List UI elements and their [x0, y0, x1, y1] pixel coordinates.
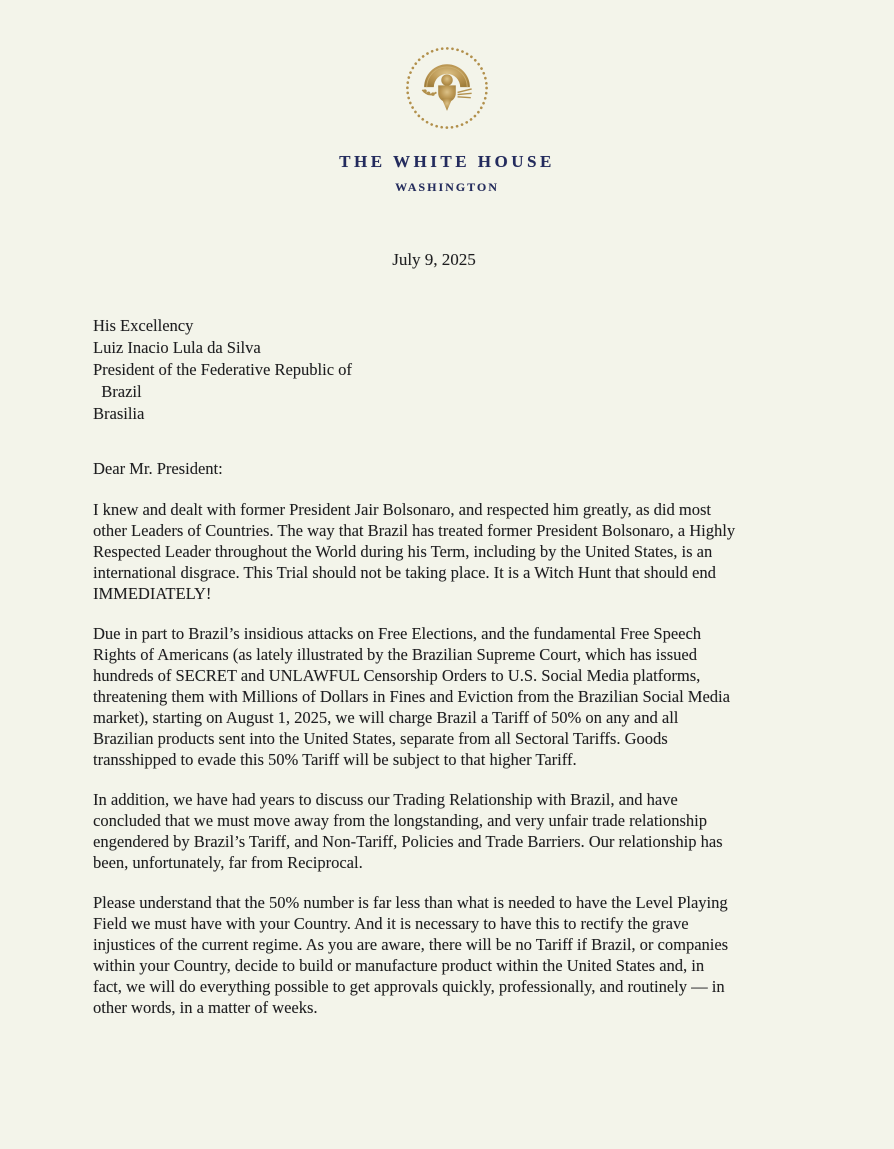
recipient-line: His Excellency: [93, 316, 194, 335]
paragraph-line: international disgrace. This Trial should not be taking place. It is a Witch Hunt that should end: [93, 563, 716, 582]
recipient-address: [93, 315, 894, 425]
paragraph-line: I knew and dealt with former President Jair Bolsonaro, and respected him greatly, as did most: [93, 500, 711, 519]
paragraph: [93, 789, 824, 873]
paragraph: [93, 892, 824, 1018]
letterhead: [0, 0, 894, 195]
recipient-line: Luiz Inacio Lula da Silva: [93, 338, 261, 357]
letter-date: July 9, 2025: [392, 250, 476, 269]
paragraph-line: transshipped to evade this 50% Tariff will be subject to that higher Tariff.: [93, 750, 577, 769]
paragraph-line: Rights of Americans (as lately illustrated by the Brazilian Supreme Court, which has issued: [93, 645, 697, 664]
paragraph-line: Brazilian products sent into the United States, separate from all Sectoral Tariffs. Goods: [93, 729, 668, 748]
paragraph-line: Field we must have with your Country. And it is necessary to have this to rectify the grave: [93, 914, 689, 933]
paragraph: [93, 499, 824, 604]
letterhead-title: THE WHITE HOUSE: [339, 152, 555, 171]
salutation: Dear Mr. President:: [93, 459, 223, 478]
paragraph-line: IMMEDIATELY!: [93, 584, 212, 603]
paragraph-line: engendered by Brazil’s Tariff, and Non-Tariff, Policies and Trade Barriers. Our relationship has: [93, 832, 723, 851]
paragraph: [93, 623, 824, 770]
paragraph-line: Please understand that the 50% number is far less than what is needed to have the Level Playing: [93, 893, 728, 912]
paragraph-line: within your Country, decide to build or manufacture product within the United States and, in: [93, 956, 705, 975]
recipient-line: Brasilia: [93, 404, 145, 423]
presidential-seal-icon: [0, 0, 894, 132]
letterhead-subtitle: WASHINGTON: [395, 180, 499, 194]
paragraph-line: market), starting on August 1, 2025, we will charge Brazil a Tariff of 50% on any and all: [93, 708, 679, 727]
recipient-line: Brazil: [93, 382, 142, 401]
paragraph-line: other words, in a matter of weeks.: [93, 998, 318, 1017]
paragraph-line: injustices of the current regime. As you are aware, there will be no Tariff if Brazil, or companies: [93, 935, 729, 954]
paragraph-line: been, unfortunately, far from Reciprocal.: [93, 853, 363, 872]
letter-body: [93, 499, 824, 1018]
paragraph-line: In addition, we have had years to discuss our Trading Relationship with Brazil, and have: [93, 790, 678, 809]
paragraph-line: threatening them with Millions of Dollars in Fines and Eviction from the Brazilian Social Media: [93, 687, 730, 706]
paragraph-line: fact, we will do everything possible to get approvals quickly, professionally, and routinely — in: [93, 977, 725, 996]
paragraph-line: Due in part to Brazil’s insidious attacks on Free Elections, and the fundamental Free Speech: [93, 624, 702, 643]
paragraph-line: concluded that we must move away from the longstanding, and very unfair trade relationship: [93, 811, 707, 830]
paragraph-line: Respected Leader throughout the World during his Term, including by the United States, is an: [93, 542, 713, 561]
paragraph-line: other Leaders of Countries. The way that Brazil has treated former President Bolsonaro, a Highly: [93, 521, 736, 540]
recipient-line: President of the Federative Republic of: [93, 360, 352, 379]
paragraph-line: hundreds of SECRET and UNLAWFUL Censorship Orders to U.S. Social Media platforms,: [93, 666, 701, 685]
